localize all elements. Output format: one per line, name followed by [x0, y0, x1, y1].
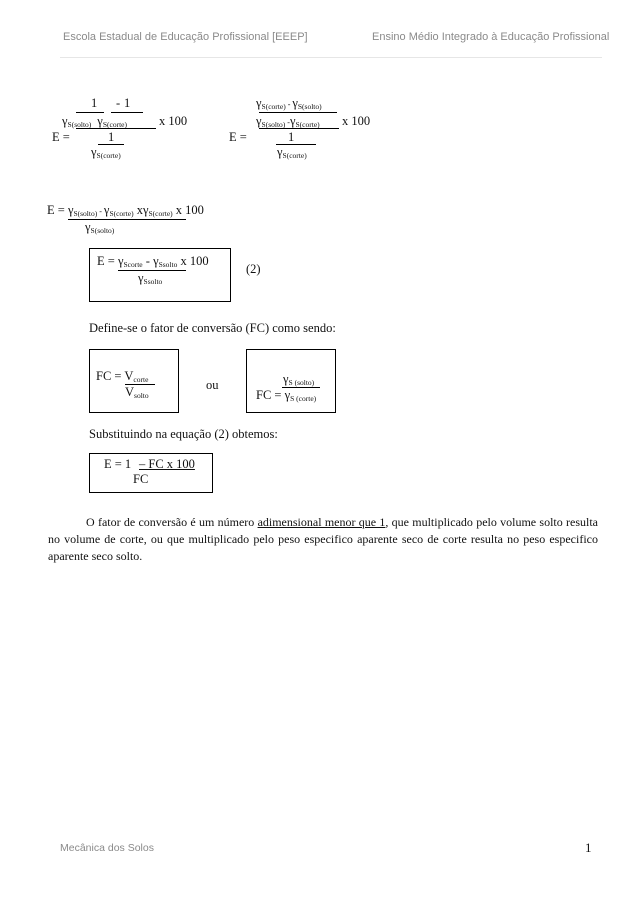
- header-school: Escola Estadual de Educação Profissional [EEEP]: [63, 31, 308, 43]
- e-result-num: – FC x 100: [139, 457, 195, 471]
- box-eq-line: $E = \gamma_{Scorte} - \gamma_{Ssolto}$ x 100: [97, 254, 209, 269]
- substitute-text: Substituindo na equação (2) obtemos:: [89, 427, 278, 441]
- eq2-top: $\gamma_{S(corte)} - \gamma_{S(solto)}$: [256, 96, 322, 111]
- e-result-lhs: E = 1: [104, 457, 132, 471]
- eq1-main-bar: [76, 128, 156, 129]
- eq2-mid: $\gamma_{S(solto)}$ $-\gamma_{S(corte)}$: [256, 114, 320, 129]
- fc1-den: $V_{solto}$: [125, 385, 149, 400]
- equation-number-2: (2): [246, 262, 261, 276]
- eq1-den: $\gamma_{S(solto)}$ $\gamma_{S(corte)}$: [62, 114, 127, 129]
- eq1-num-op: -: [116, 96, 121, 110]
- eq1-times100: x 100: [159, 114, 188, 128]
- eq1-bar-a: [76, 112, 104, 113]
- define-text: Define-se o fator de conversão (FC) como sendo:: [89, 321, 336, 335]
- eq2-times100: x 100: [342, 114, 371, 128]
- eq3-den: $\gamma_{S(solto)}$: [85, 220, 115, 235]
- fc2-num: $\gamma_{S (solto)}$: [283, 372, 315, 387]
- footer-title: Mecânica dos Solos: [60, 842, 154, 854]
- fc1-line: FC = $V_{corte}$: [96, 369, 149, 384]
- eq1-lhs: E =: [52, 130, 70, 144]
- eq2-top-bar: [259, 112, 337, 113]
- eq2-lhs: E =: [229, 130, 247, 144]
- fc2-line: FC = $\gamma_{S (corte)}$: [256, 388, 317, 403]
- header-course: Ensino Médio Integrado à Educação Profissional: [372, 31, 610, 43]
- eq2-main-bar: [259, 128, 339, 129]
- eq2-frac-den: $\gamma_{S(corte)}$: [277, 145, 307, 160]
- page-number: 1: [585, 840, 592, 855]
- highlighted-term: adimensional menor que 1: [257, 515, 386, 529]
- eq1-frac2-num: 1: [108, 130, 115, 144]
- e-result-den: FC: [133, 472, 149, 486]
- or-text: ou: [206, 378, 219, 392]
- header-divider: [60, 57, 602, 58]
- eq1-num-a: 1: [91, 96, 98, 110]
- eq2-frac-num: 1: [288, 130, 295, 144]
- eq1-bar-b: [111, 112, 143, 113]
- eq1-num-b: 1: [124, 96, 131, 110]
- eq1-frac2-den: $\gamma_{S(corte)}$: [91, 145, 121, 160]
- eq3-line: $E = \gamma_{S(solto)} - \gamma_{S(corte)}$ $x\gamma_{S(corte)}$ x 100: [47, 203, 204, 218]
- box-eq-den: $\gamma_{Ssolto}$: [138, 271, 163, 286]
- conversion-factor-paragraph: O fator de conversão é um número adimensional menor que 1, que multiplicado pelo volume solto resulta no volume de corte, ou que multiplicado pelo peso especifico aparente seco de corte resulta no peso especifico aparente seco solto.: [48, 515, 599, 563]
